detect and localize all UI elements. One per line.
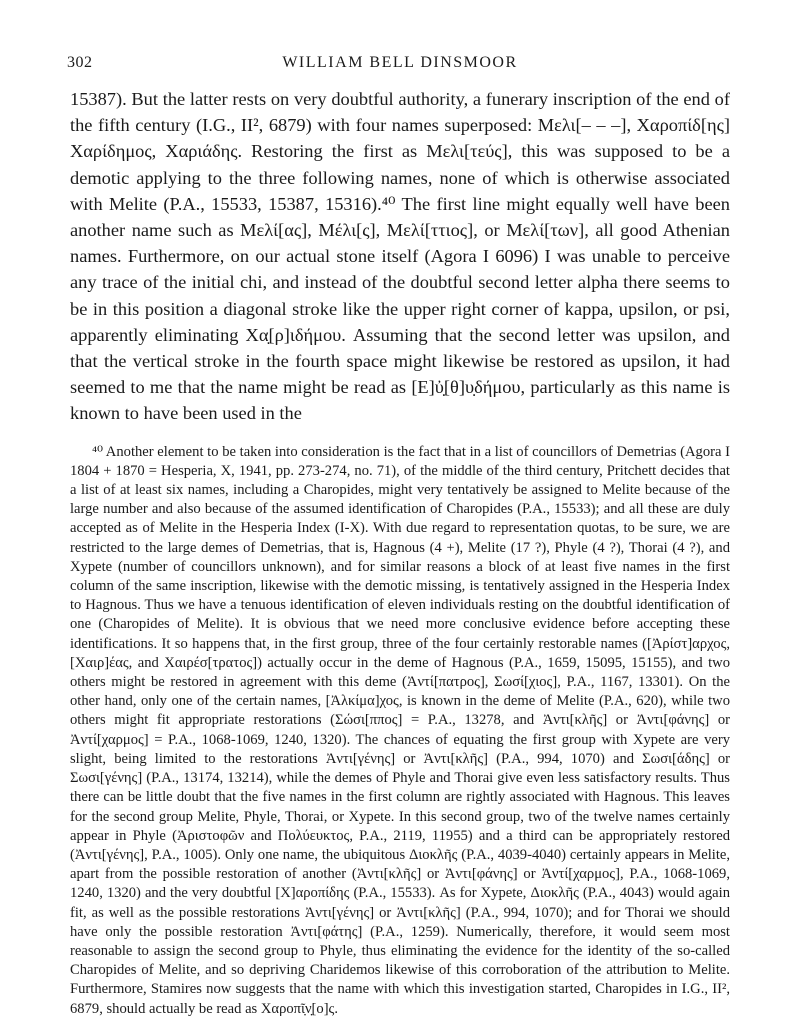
main-paragraph: 15387). But the latter rests on very doubtful authority, a funerary inscription of the end of the fifth century (I.G., II², 6879) with four names superposed: Μελι[– – –], Χαροπίδ[ης] Χαρίδημος, Χαριάδης. Restoring the first as Μελι[τεύς], this was supposed to be a demotic applying to the three following names, none of which is otherwise associated with Melite (P.A., 15533, 15387, 15316).⁴⁰ The first line might equally well have been another name such as Μελί[ας], Μέλι[ς], Μελί[ττιος], or Μελί[των], all good Athenian names. Furthermore, on our actual stone itself (Agora I 6096) I was unable to perceive any trace of the initial chi, and instead of the doubtful second letter alpha there seems to be in this position a diagonal stroke like the upper right corner of kappa, upsilon, or psi, apparently eliminating Χα̣[ρ]ιδήμου. Assuming that the second letter was upsilon, and that the vertical stroke in the fourth space might likewise be restored as upsilon, it had seemed to me that the name might be read as [Ε]ὐ̣[θ]υ̣δήμου, particularly as this name is known to have been used in the xyxy=(70,89,730,424)
page xyxy=(67,48,731,1019)
running-head xyxy=(67,48,730,72)
page-number: 302 xyxy=(67,54,93,71)
footnote-40 xyxy=(70,443,730,1019)
footnote-text: ⁴⁰ Another element to be taken into consideration is the fact that in a list of councillors of Demetrias (Agora I 1804 + 1870 = Hesperia, X, 1941, pp. 273-274, no. 71), of the middle of the third century, Pritchett decides that a list of at least six names, including a Charopides, might very tentatively be assigned to Melite because of the large number and also because of the assumed identification of Charopides (P.A., 15533); and all these are duly accepted as of Melite in the Hesperia Index (I-X). With due regard to representation quotas, to be sure, we are restricted to the large demes of Demetrias, that is, Hagnous (4 +), Melite (17 ?), Phyle (4 ?), Thorai (4 ?), and Xypete (number of councillors unknown), and for similar reasons a block of at least five names in the first column of the same inscription, likewise with the demotic missing, is tentatively assigned in the Hesperia Index to Hagnous. Thus we have a tenuous identification of eleven individuals resting on the doubtful identification of one (Charopides of Melite). It is obvious that we need more conclusive evidence before accepting these identifications. It so happens that, in the first group, three of the four certainly restorable names ([Ἀρίστ]αρχος, [Χαιρ]έας, and Χαιρέσ[τρατος]) actually occur in the deme of Hagnous (P.A., 1659, 15095, 15155), and two others might be restored in agreement with this deme (Ἀντί[πατρος], Σωσί[χιος], P.A., 1167, 13301). On the other hand, only one of the certain names, [Ἀλκίμα]χος, is known in the deme of Melite (P.A., 620), while two others might fit appropriate restorations (Σώσι[ππος] = P.A., 13278, and Ἀντι[κλῆς] or Ἀντι[φάνης] or Ἀντί[χαρμος] = P.A., 1068-1069, 1240, 1320). The chances of equating the first group with Xypete are very slight, being limited to the restorations Ἀντι[γένης] or Ἀντι[κλῆς] (P.A., 994, 1070) and Σωσι[άδης] or Σωσι[γένης] (P.A., 13174, 13214), while the demes of Phyle and Thorai give even less satisfactory results. Thus there can be little doubt that the five names in the first column are rightly associated with Hagnous. This leaves for the second group Melite, Phyle, Thorai, or Xypete. In this second group, two of the twelve names certainly appear in Phyle (Ἀριστοφῶν and Πολύευκτος, P.A., 2119, 11955) and a third can be appropriately restored (Ἀντι[γένης], P.A., 1005). Only one name, the ubiquitous Διοκλῆς (P.A., 4039-4040) certainly appears in Melite, apart from the possible restoration of another (Ἀντι[κλῆς] or Ἀντι[φάνης] or Ἀντί[χαρμος], P.A., 1068-1069, 1240, 1320) and the very doubtful [Χ]αροπίδης (P.A., 15533). As for Xypete, Διοκλῆς (P.A., 4043) would again fit, as well as the possible restorations Ἀντι[γένης] or Ἀντι[κλῆς] (P.A., 994, 1070); and for Thorai we should have only the possible restoration Ἀντι[φάτης] (P.A., 1259). Numerically, therefore, it would seem most reasonable to assign the second group to Phyle, thus eliminating the evidence for the identity of the so-called Charopides of Melite, and so depriving Charidemos likewise of this corroboration of the attribution to Melite. Furthermore, Stamires now suggests that the name with which this investigation started, Charopides in I.G., II², 6879, should actually be read as Χαροπῖ̣ν̣[ο]ς. xyxy=(70,443,731,1017)
running-head-author: WILLIAM BELL DINSMOOR xyxy=(282,54,518,71)
main-text xyxy=(70,86,730,427)
